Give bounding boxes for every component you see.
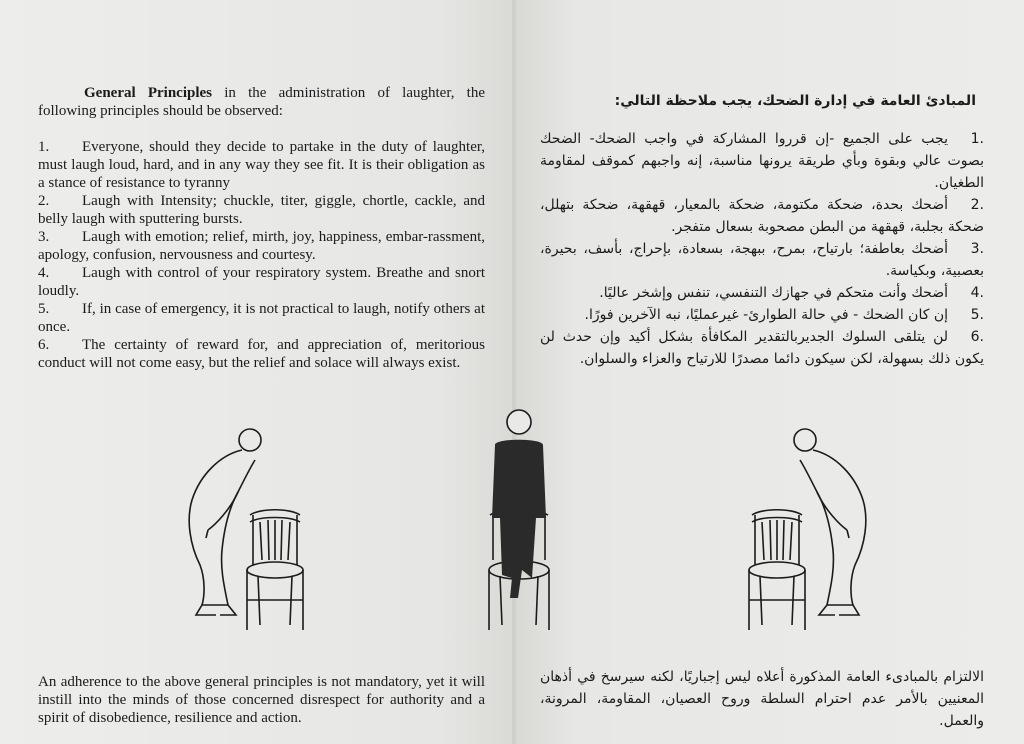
intro-heading: General Principles xyxy=(84,85,213,101)
item-text: لن يتلقى السلوك الجديربالتقدير المكافأة بشكل أكيد وإن حدث لن يكون ذلك بسهولة، لكن سيكون دائما مصدرًا للارتياح والعزاء والسلوان. xyxy=(540,329,984,367)
item-text: أضحك بحدة، ضحكة مكتومة، ضحكة بالمعيار، قهقهة، ضحكة بتهلل، ضحكة بجلبة، قهقهة من البطن مصحوبة بسعال متفجر. xyxy=(540,197,984,235)
item-text: If, in case of emergency, it is not practical to laugh, notify others at once. xyxy=(38,301,485,335)
chair-icon xyxy=(749,510,805,630)
principle-item xyxy=(38,300,485,336)
item-number: .6 xyxy=(970,329,984,345)
english-principles xyxy=(38,84,485,372)
illustration xyxy=(150,400,870,640)
arabic-item xyxy=(540,194,984,238)
arabic-principles xyxy=(540,90,984,370)
item-number: .3 xyxy=(970,241,984,257)
item-text: Laugh with Intensity; chuckle, titer, giggle, chortle, cackle, and belly laugh with sputtering bursts. xyxy=(38,193,485,227)
item-number: 5. xyxy=(38,301,50,317)
item-text: Laugh with emotion; relief, mirth, joy, happiness, embar-rassment, apology, confusion, nervousness and courtesy. xyxy=(38,229,485,263)
intro-text: in the administration of laughter, the following principles should be observed: xyxy=(38,85,485,119)
principle-item xyxy=(38,264,485,300)
item-number: 3. xyxy=(38,229,50,245)
english-footer: An adherence to the above general principles is not mandatory, yet it will instill into the minds of those concerned disrespect for authority and a spirit of disobedience, resilience and action. xyxy=(38,674,485,726)
arabic-footer: الالتزام بالمبادىء العامة المذكورة أعلاه ليس إجباريًا، لكنه سيرسخ في أذهان المعنيين بالأمر عدم احترام السلطة وروح العصيان، المقاومة، المرونة، والعمل. xyxy=(540,669,984,729)
seated-person-back-icon xyxy=(489,410,549,630)
arabic-title: المبادئ العامة في إدارة الضحك، يجب ملاحظة التالي: xyxy=(614,93,976,109)
arabic-item xyxy=(540,282,984,304)
item-text: Everyone, should they decide to partake in the duty of laughter, must laugh loud, hard, and in any way they see fit. It is their obligation as a stance of resistance to tyranny xyxy=(38,139,485,191)
principle-item xyxy=(38,192,485,228)
item-number: .1 xyxy=(970,131,984,147)
item-text: The certainty of reward for, and appreciation of, meritorious conduct will not come easy, but the relief and solace will always exist. xyxy=(38,337,485,371)
item-number: 4. xyxy=(38,265,50,281)
item-text: يجب على الجميع -إن قرروا المشاركة في واجب الضحك- الضحك بصوت عالي وبقوة وبأي طريقة يرونها مناسبة، إنه واجبهم كموقف لمقاومة الطغيان. xyxy=(540,131,984,191)
item-number: 2. xyxy=(38,193,50,209)
principle-item xyxy=(38,138,485,192)
intro-paragraph xyxy=(38,84,485,120)
arabic-item xyxy=(540,304,984,326)
item-number: .2 xyxy=(970,197,984,213)
arabic-item xyxy=(540,326,984,370)
arabic-item xyxy=(540,238,984,282)
item-text: أضحك وأنت متحكم في جهازك التنفسي، تنفس وإشخر عاليًا. xyxy=(599,285,948,301)
arabic-item xyxy=(540,128,984,194)
principle-item xyxy=(38,336,485,372)
item-number: 6. xyxy=(38,337,50,353)
item-number: .5 xyxy=(970,307,984,323)
item-text: Laugh with control of your respiratory system. Breathe and snort loudly. xyxy=(38,265,485,299)
principle-item xyxy=(38,228,485,264)
item-text: إن كان الضحك - في حالة الطوارئ- غيرعمليًا، نبه الآخرين فورًا. xyxy=(584,307,948,323)
item-number: .4 xyxy=(970,285,984,301)
item-number: 1. xyxy=(38,139,50,155)
item-text: أضحك بعاطفة؛ بارتياح، بمرح، ببهجة، بسعادة، بإحراج، بأسف، بحيرة، بعصبية، وبكياسة. xyxy=(540,241,984,279)
chair-icon xyxy=(247,510,303,630)
